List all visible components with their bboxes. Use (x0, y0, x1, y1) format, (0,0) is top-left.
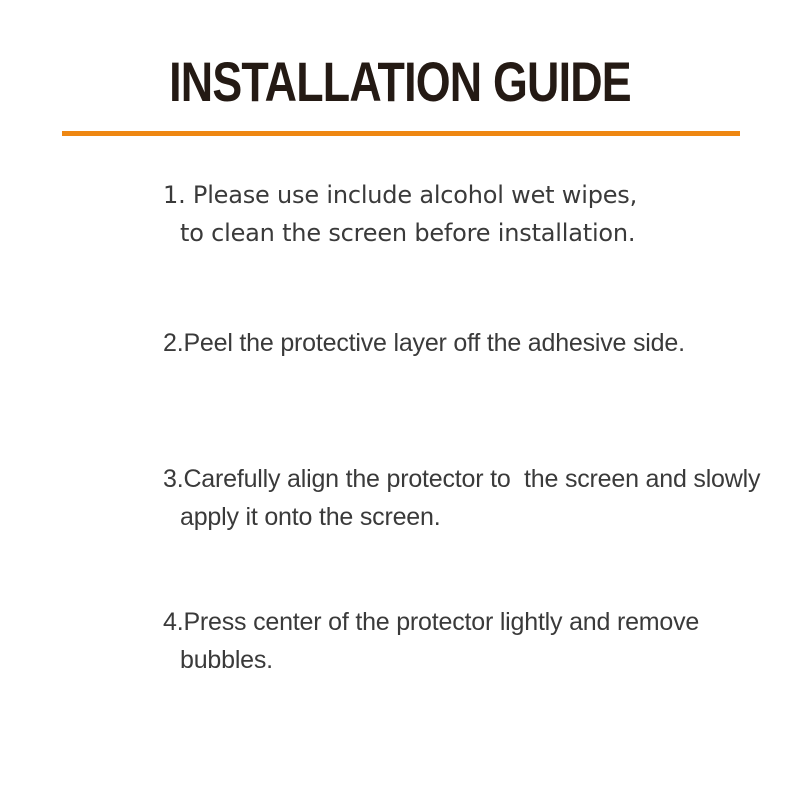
page-title: INSTALLATION GUIDE (169, 50, 631, 113)
step-item-2 (163, 324, 763, 362)
step-4-line-1: 4.Press center of the protector lightly and remove (163, 608, 700, 636)
step-item-1 (163, 176, 763, 252)
orange-divider (62, 131, 740, 136)
step-item-4 (163, 603, 763, 679)
step-3-line-1: 3.Carefully align the protector to the screen and slowly (163, 465, 761, 493)
step-1-line-1: 1. Please use include alcohol wet wipes, (163, 181, 638, 209)
step-item-3 (163, 460, 763, 536)
step-4-line-2: bubbles. (180, 646, 273, 674)
step-3-line-2: apply it onto the screen. (180, 503, 441, 531)
step-1-line-2: to clean the screen before installation. (180, 219, 636, 247)
step-2-line-1: 2.Peel the protective layer off the adhesive side. (163, 329, 685, 357)
